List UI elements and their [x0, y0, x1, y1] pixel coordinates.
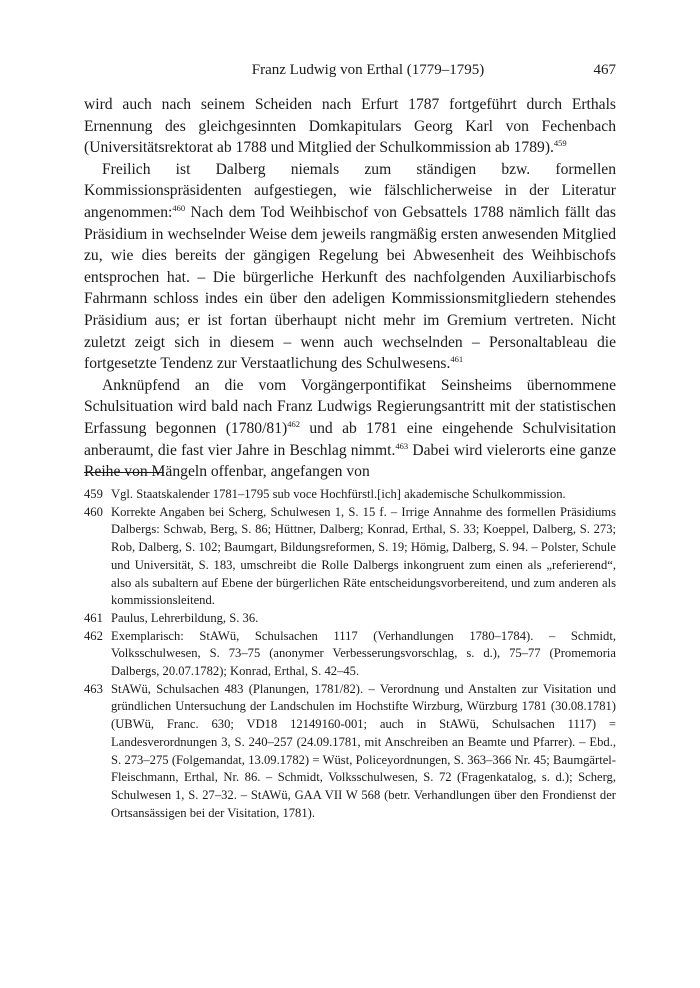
- footnote-text: StAWü, Schulsachen 483 (Planungen, 1781/82). – Verordnung und Anstalten zur Visitation und gründlichen Untersuchung der Landschulen im Hochstifte Wirzburg, Würzburg 1781 (30.08.1781) (UBWü, Franc. 630; VD18 12149160-001; auch in StAWü, Schulsachen 1117) = Landesverordnungen 3, S. 240–257 (24.09.1781, mit Anschreiben an Beamte und Pfarrer). – Ebd., S. 273–275 (Folgemandat, 13.09.1782) = Wüst, Policeyordnungen, S. 363–366 Nr. 45; Baumgärtel-Fleischmann, Erthal, Nr. 86. – Schmidt, Volksschulwesen, S. 72 (Fragenkatalog, s. d.); Scherg, Schulwesen 1, S. 27–32. – StAWü, GAA VII W 568 (betr. Verhandlungen über den Frondienst der Ortsansässigen bei der Visitation, 1781).: [111, 681, 616, 820]
- footnote-ref-463: 463: [395, 440, 409, 451]
- footnotes: [84, 486, 616, 822]
- paragraph-2-text-b: Nach dem Tod Weihbischof von Gebsattels 1788 nämlich fällt das Präsidium in wechselnder Weise dem jeweils rangmäßig ersten anwesenden Mitglied zu, wie dies bereits der gängigen Regelung bei Abwesenheit des Weihbischofs entsprochen hat. – Die bürgerliche Herkunft des nachfolgenden Auxiliarbischofs Fahrmann schloss indes ein über den adeligen Kommissionsmitgliedern stehendes Präsidium aus; er ist fortan überhaupt nicht mehr im Gremium vertreten. Nicht zuletzt zeigt sich in diesem – wenn auch wechselnden – Personaltableau die fortgesetzte Tendenz zur Verstaatlichung des Schulwesens.: [84, 203, 616, 373]
- footnote-ref-459: 459: [553, 138, 567, 149]
- footnote-461: [84, 610, 616, 628]
- footnote-number: 461: [84, 610, 103, 625]
- paragraph-1-text: wird auch nach seinem Scheiden nach Erfurt 1787 fortgeführt durch Erthals Ernennung des gleichgesinnten Domkapitulars Georg Karl von Fechenbach (Universitätsrektorat ab 1788 und Mitglied der Schulkommission ab 1789).: [84, 96, 616, 157]
- paragraph-3-text-b: und ab 1781 eine eingehende Schulvisitation anberaumt, die fast vier Jahre in Beschlag nimmt.: [84, 419, 616, 459]
- footnote-number: 463: [84, 681, 103, 696]
- main-text: [84, 94, 616, 483]
- paragraph-2-text-a: Freilich ist Dalberg niemals zum ständigen bzw. formellen Kommissionspräsidenten aufgestiegen, wie fälschlicherweise in der Literatur angenommen:: [84, 160, 616, 221]
- paragraph-3-text-a: Anknüpfend an die vom Vorgängerpontifikat Seinsheims übernommene Schulsituation wird bald nach Franz Ludwigs Regierungsantritt mit der statistischen Erfassung begonnen (1780/81): [84, 376, 616, 437]
- running-header: [84, 62, 616, 79]
- footnote-number: 462: [84, 628, 103, 643]
- footnote-text: Exemplarisch: StAWü, Schulsachen 1117 (Verhandlungen 1780–1784). – Schmidt, Volksschulwesen, S. 73–75 (anonymer Verbesserungsvorschlag, s. d.), 75–77 (Promemoria Dalbergs, 20.07.1782); Konrad, Erthal, S. 42–45.: [111, 628, 616, 679]
- footnote-text: Paulus, Lehrerbildung, S. 36.: [111, 610, 259, 625]
- footnote-463: [84, 681, 616, 823]
- footnote-text: Korrekte Angaben bei Scherg, Schulwesen 1, S. 15 f. – Irrige Annahme des formellen Präsidiums Dalbergs: Schwab, Berg, S. 86; Hüttner, Dalberg; Konrad, Erthal, S. 33; Koeppel, Dalberg, S. 273; Rob, Dalberg, S. 102; Baumgart, Bildungsreformen, S. 19; Hömig, Dalberg, S. 94. – Polster, Schule und Universität, S. 183, umschreibt die Rolle Dalbergs inkongruent zum einen als „referierend“, also als subaltern auf Ebene der bürgerlichen Räte entscheidungsvorbereitend, und zum anderen als kommissionsleitend.: [111, 504, 616, 608]
- paragraph-3-text-c: Dabei wird vielerorts eine ganze Reihe von Mängeln offenbar, angefangen von: [84, 441, 616, 481]
- footnote-462: [84, 628, 616, 681]
- footnote-ref-461: 461: [450, 354, 464, 365]
- paragraph-3: [84, 375, 616, 483]
- footnote-number: 459: [84, 487, 103, 501]
- page-number: 467: [593, 62, 616, 78]
- running-title: Franz Ludwig von Erthal (1779–1795): [251, 62, 485, 78]
- footnote-number: 460: [84, 504, 103, 519]
- footnote-ref-460: 460: [172, 202, 186, 213]
- footnote-separator: [84, 472, 164, 473]
- footnote-459: [84, 486, 616, 504]
- footnote-460: [84, 504, 616, 610]
- footnote-text: Vgl. Staatskalender 1781–1795 sub voce Hochfürstl.[ich] akademische Schulkommission.: [111, 487, 566, 501]
- footnote-ref-462: 462: [287, 418, 300, 429]
- paragraph-1: [84, 94, 616, 159]
- paragraph-2: [84, 159, 616, 375]
